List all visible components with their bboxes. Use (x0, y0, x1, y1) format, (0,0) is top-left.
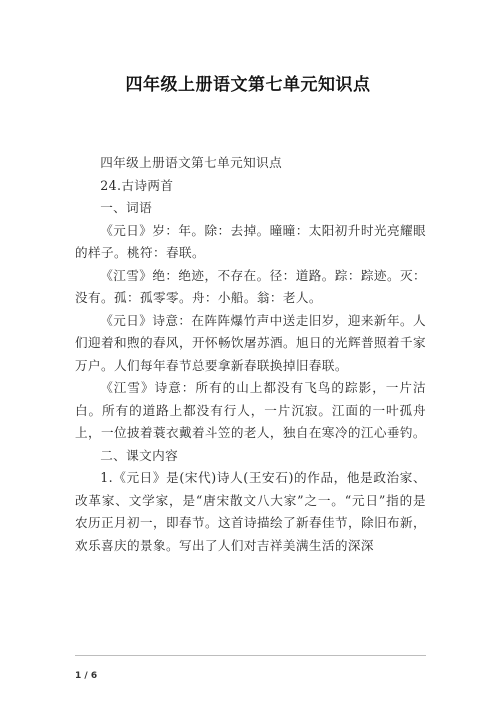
paragraph: 《元日》岁：年。除：去掉。曈曈：太阳初升时光亮耀眼的样子。桃符：春联。 (75, 222, 426, 260)
paragraph: 24.古诗两首 (100, 177, 174, 193)
paragraph: 《江雪》绝：绝迹，不存在。径：道路。踪：踪迹。灭：没有。孤：孤零零。舟：小船。翁：老人。 (75, 267, 426, 305)
document-title: 四年级上册语文第七单元知识点 (125, 75, 371, 95)
paragraph: 二、课文内容 (100, 447, 179, 463)
paragraph: 一、词语 (100, 200, 153, 215)
page-number: 1 / 6 (75, 671, 98, 681)
paragraph: 《江雪》诗意：所有的山上都没有飞鸟的踪影，一片沽白。所有的道路上都没有行人，一片沉寂。江面的一叶孤舟上，一位披着蓑衣戴着斗笠的老人，独自在寒冷的江心垂钓。 (75, 380, 426, 440)
paragraph: 1.《元日》是(宋代)诗人(王安石)的作品，他是政治家、改革家、文学家，是“唐宋散文八大家”之一。“元日”指的是农历正月初一，即春节。这首诗描绘了新春佳节，除旧布新，欢乐喜庆的景象。写出了人们对吉祥美满生活的深深 (75, 470, 426, 553)
paragraph: 四年级上册语文第七单元知识点 (100, 155, 283, 170)
document-body (75, 152, 426, 557)
paragraph: 《元日》诗意：在阵阵爆竹声中送走旧岁，迎来新年。人们迎着和煦的春风，开怀畅饮屠苏酒。旭日的光辉普照着千家万户。人们每年春节总要拿新春联换掉旧春联。 (75, 312, 426, 373)
footer-divider (75, 655, 426, 656)
